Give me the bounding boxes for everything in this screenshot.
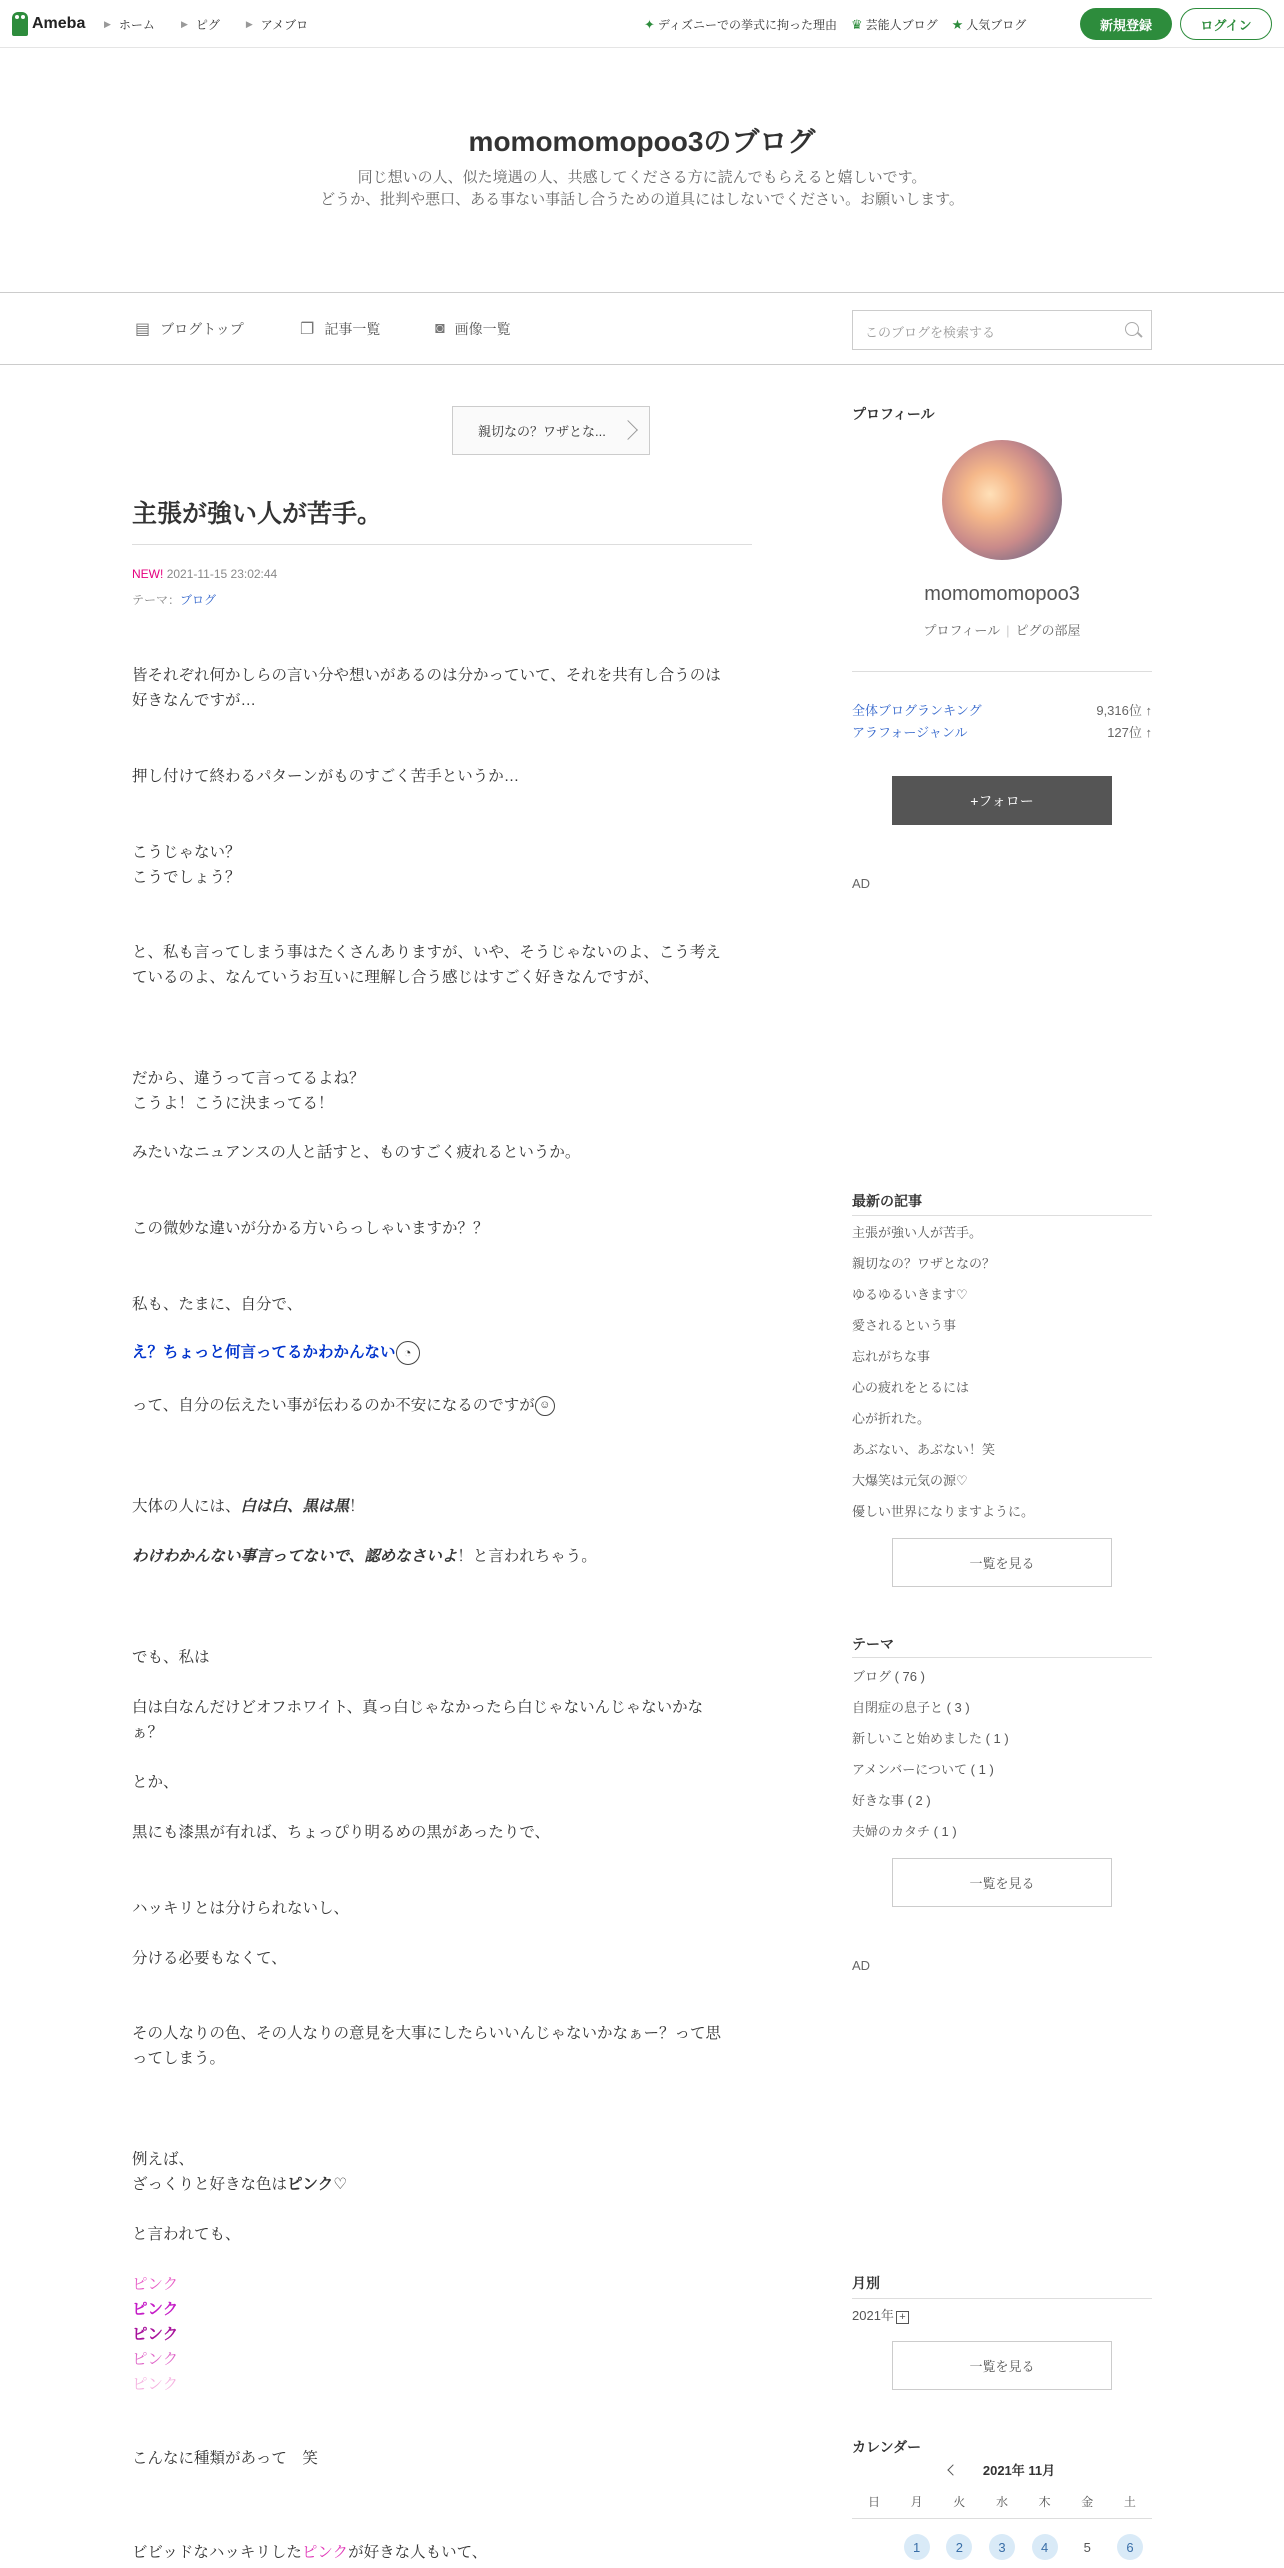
search-icon[interactable] (1125, 322, 1139, 336)
latest-more-button[interactable]: 一覧を見る (892, 1538, 1112, 1587)
list-item[interactable]: 主張が強い人が苦手。 (852, 1225, 983, 1240)
list-item[interactable]: アメンバーについて ( 1 ) (852, 1762, 994, 1777)
list-item[interactable]: 優しい世界になりますように。 (852, 1504, 1035, 1519)
divider (852, 2518, 1152, 2519)
paragraph: 皆それぞれ何かしらの言い分や想いがあるのは分かっていて、それを共有し合うのは 好きなんですが… (132, 667, 721, 709)
ameba-frog-icon (12, 12, 28, 36)
profile-links: プロフィール | ピグの部屋 (923, 623, 1081, 638)
calendar-day[interactable]: 1 (904, 2534, 930, 2560)
blog-subnav (0, 292, 1284, 365)
blog-description: 同じ想いの人、似た境遇の人、共感してくださる方に読んでもらえると嬉しいです。 どうか、批判や悪口、ある事ない事話し合うための道具にはしないでください。お願いします。 (320, 169, 964, 208)
article-theme: テーマ：ブログ (132, 593, 217, 607)
blog-search-input[interactable]: このブログを検索する (852, 310, 1152, 350)
paragraph: わけわかんない事言ってないで、認めなさいよ！と言われちゃう。 (132, 1548, 597, 1565)
nav-ameblo[interactable]: ▶ アメブロ (245, 18, 309, 32)
monthly-year[interactable]: 2021年 + (852, 2300, 1152, 2331)
list-item[interactable]: ブログ ( 76 ) (852, 1669, 925, 1684)
login-button[interactable]: ログイン (1180, 8, 1272, 40)
monthly-more-button[interactable]: 一覧を見る (892, 2341, 1112, 2390)
paragraph: え？ちょっと何言ってるかわかんない ◔ (132, 1340, 752, 1365)
paragraph: だから、違うって言ってるよね？ こうよ！こうに決まってる！ (132, 1070, 365, 1112)
list-item[interactable]: あぶない、あぶない！笑 (852, 1442, 996, 1457)
title-divider (132, 544, 752, 545)
chevron-left-icon[interactable] (947, 2464, 958, 2475)
paragraph: 例えば、 ざっくりと好きな色はピンク♡ (132, 2151, 348, 2193)
camera-icon: ◙ (435, 320, 445, 337)
divider (852, 671, 1152, 672)
paragraph: ビビッドなハッキリしたピンクが好きな人もいて、 (132, 2544, 488, 2561)
crown-icon: ♛ (850, 16, 863, 32)
chevron-right-icon: ▶ (245, 19, 253, 29)
paragraph: 私も、たまに、自分で、 (132, 1296, 303, 1313)
calendar-day[interactable]: 2 (946, 2534, 972, 2560)
calendar-heading: カレンダー (852, 2439, 922, 2455)
ameba-logo[interactable]: Ameba (12, 12, 85, 36)
theme-more-button[interactable]: 一覧を見る (892, 1858, 1112, 1907)
header-link-disney[interactable]: ✦ ディズニーでの挙式に拘った理由 (644, 16, 837, 32)
profile-name[interactable]: momomomopoo3 (924, 583, 1080, 605)
list-item[interactable]: 自閉症の息子と ( 3 ) (852, 1700, 970, 1715)
calendar-day[interactable]: 4 (1032, 2534, 1058, 2560)
list-item[interactable]: 忘れがちな事 (852, 1349, 931, 1364)
pink-shades-list: ピンク ピンク ピンク ピンク ピンク (132, 2276, 179, 2393)
paragraph: でも、私は (132, 1649, 210, 1666)
sparkle-icon: ✦ (644, 16, 655, 32)
paragraph: って、自分の伝えたい事が伝わるのか不安になるのですが ☺ (132, 1393, 752, 1418)
nav-pigg[interactable]: ▶ ピグ (180, 18, 220, 32)
article-meta (132, 567, 277, 581)
calendar-weekdays: 日 月 火 水 木 金 土 (867, 2495, 1136, 2509)
ranking-overall: 全体ブログランキング 9,316位 ↑ (852, 703, 1152, 718)
paragraph: ハッキリとは分けられないし、 (132, 1900, 350, 1917)
register-button[interactable]: 新規登録 (1080, 8, 1172, 40)
paragraph: と言われても、 (132, 2226, 241, 2243)
paragraph: この微妙な違いが分かる方いらっしゃいますか？？ (132, 1220, 489, 1237)
list-item[interactable]: 好きな事 ( 2 ) (852, 1793, 931, 1808)
header-nav (104, 16, 334, 33)
star-icon: ★ (951, 16, 964, 32)
paragraph: 分ける必要もなくて、 (132, 1950, 287, 1967)
paragraph: みたいなニュアンスの人と話すと、ものすごく疲れるというか。 (132, 1144, 581, 1161)
list-item[interactable]: 新しいこと始めました ( 1 ) (852, 1731, 1009, 1746)
confused-face-emoji-icon: ◔ (396, 1341, 420, 1365)
monthly-heading: 月別 (852, 2275, 880, 2291)
ad-label: AD (852, 876, 871, 891)
calendar-day[interactable]: 3 (989, 2534, 1015, 2560)
calendar-month-header: 2021年 11月 (852, 2460, 1152, 2479)
paragraph: その人なりの色、その人なりの意見を大事にしたらいいんじゃないかなぁー？って思 ってしまう。 (132, 2025, 722, 2067)
ad-label: AD (852, 1958, 871, 1973)
copy-icon: ❐ (300, 321, 315, 338)
list-item[interactable]: 心が折れた。 (852, 1411, 931, 1426)
blog-title[interactable]: momomomopoo3のブログ (468, 126, 816, 157)
document-icon: ▤ (135, 321, 151, 338)
paragraph: 大体の人には、白は白、黒は黒！ (132, 1498, 365, 1515)
article-date: 2021-11-15 23:02:44 (166, 567, 278, 581)
calendar-day: 5 (1083, 2539, 1091, 2555)
latest-articles-heading: 最新の記事 (852, 1193, 922, 1209)
new-badge: NEW! (132, 567, 164, 581)
nav-home[interactable]: ▶ ホーム (104, 18, 155, 32)
list-item[interactable]: 親切なの？ワザとなの？ (852, 1256, 996, 1271)
article-title[interactable]: 主張が強い人が苦手。 (132, 500, 383, 528)
global-header (0, 0, 1284, 48)
theme-list (852, 1661, 1152, 1847)
follow-button[interactable]: +フォロー (892, 776, 1112, 825)
divider (852, 1657, 1152, 1658)
paragraph: と、私も言ってしまう事はたくさんありますが、いや、そうじゃないのよ、こう考え ているのよ、なんていうお互いに理解し合う感じはすごく好きなんですが、 (132, 944, 721, 986)
header-link-celeb[interactable]: ♛ 芸能人ブログ (850, 16, 938, 32)
list-item[interactable]: ゆるゆるいきます♡ (852, 1287, 968, 1302)
tab-article-list[interactable]: ❐ 記事一覧 (300, 321, 381, 338)
divider (852, 1215, 1152, 1216)
avatar[interactable] (942, 440, 1062, 560)
calendar-day[interactable]: 6 (1117, 2534, 1143, 2560)
theme-link[interactable]: ブログ (180, 593, 217, 607)
tab-blog-top[interactable]: ▤ ブログトップ (135, 321, 244, 338)
paragraph: とか、 (132, 1774, 179, 1791)
divider (852, 2298, 1152, 2299)
previous-article-button[interactable]: 親切なの？ワザとな... (452, 406, 650, 455)
list-item[interactable]: 夫婦のカタチ ( 1 ) (852, 1824, 957, 1839)
paragraph: 黒にも漆黒が有れば、ちょっぴり明るめの黒があったりで、 (132, 1824, 551, 1841)
list-item[interactable]: 愛されるという事 (852, 1318, 957, 1333)
header-links (644, 16, 1040, 33)
paragraph: 押し付けて終わるパターンがものすごく苦手というか… (132, 768, 520, 785)
paragraph: 白は白なんだけどオフホワイト、真っ白じゃなかったら白じゃないんじゃないかな ぁ？ (132, 1699, 704, 1741)
calendar (852, 2460, 1152, 2560)
list-item[interactable]: 大爆笑は元気の源♡ (852, 1473, 968, 1488)
tab-image-list[interactable]: ◙ 画像一覧 (435, 320, 511, 337)
paragraph: こんなに種類があって 笑 (132, 2450, 318, 2467)
pigg-room-link[interactable]: ピグの部屋 (1015, 623, 1081, 638)
ranking-genre: アラフォージャンル 127位 ↑ (852, 725, 1152, 740)
smile-face-emoji-icon: ☺ (535, 1396, 555, 1416)
chevron-right-icon: ▶ (104, 19, 111, 29)
list-item[interactable]: 心の疲れをとるには (852, 1380, 970, 1395)
chevron-right-icon (618, 420, 638, 440)
latest-articles-list (852, 1217, 1152, 1527)
chevron-right-icon: ▶ (180, 19, 188, 29)
paragraph: こうじゃない？ こうでしょう？ (132, 844, 241, 886)
expand-plus-icon[interactable]: + (896, 2311, 909, 2324)
theme-heading: テーマ (852, 1636, 894, 1652)
calendar-dates (852, 2534, 1152, 2560)
profile-heading: プロフィール (852, 406, 935, 422)
header-link-popular[interactable]: ★ 人気ブログ (951, 16, 1027, 32)
profile-link[interactable]: プロフィール (923, 623, 1001, 638)
